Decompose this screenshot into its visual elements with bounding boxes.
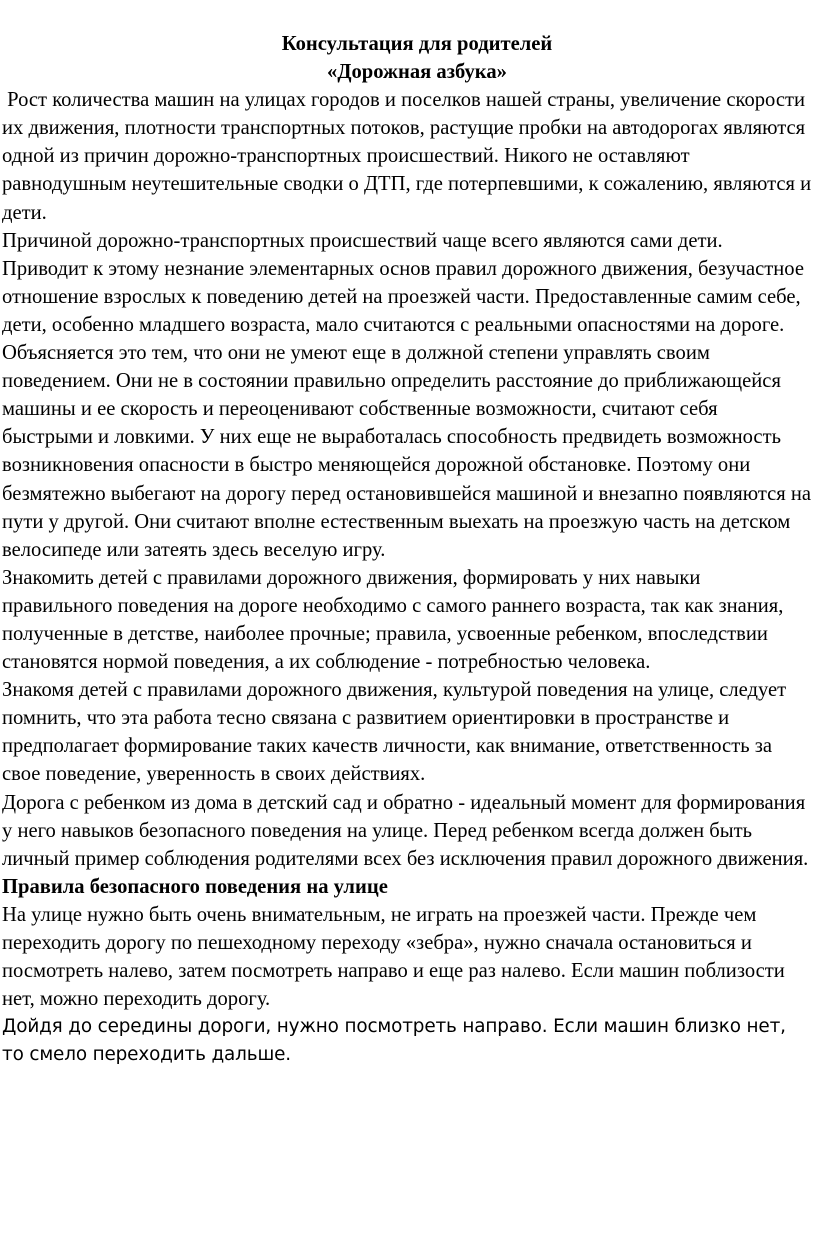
- rules-heading: Правила безопасного поведения на улице: [2, 875, 388, 898]
- paragraph-parent-example: Дорога с ребенком из дома в детский сад и обратно - идеальный момент для формирования у него навыков безопасного поведения на улице. Перед ребенком всегда должен быть личный пример соблюдения родителями всех без исключения правил дорожного движения.: [2, 791, 809, 870]
- document-title-line-1: Консультация для родителей: [281, 33, 553, 55]
- paragraph-rules-crossing: На улице нужно быть очень внимательным, не играть на проезжей части. Прежде чем переходить дорогу по пешеходному переходу «зебра», нужно сначала остановиться и посмотреть налево, затем посмотреть направо и еще раз налево. Если машин поблизости нет, можно переходить дорогу.: [2, 903, 785, 1011]
- paragraph-early-learning: Знакомить детей с правилами дорожного движения, формировать у них навыки правильного поведения на дороге необходимо с самого раннего возраста, так как знания, полученные в детстве, наиболее прочные; правила, усвоенные ребенком, впоследствии становятся нормой поведения, а их соблюдение - потребностью человека.: [2, 566, 784, 674]
- paragraph-rules-middle-of-road: Дойдя до середины дороги, нужно посмотреть направо. Если машин близко нет, то смело переходить дальше.: [2, 1016, 786, 1066]
- paragraph-intro: Рост количества машин на улицах городов и поселков нашей страны, увеличение скорости их движения, плотности транспортных потоков, растущие пробки на автодорогах являются одной из причин дорожно-транспортных происшествий. Никого не оставляют равнодушным неутешительные сводки о ДТП, где потерпевшими, к сожалению, являются и дети.: [2, 89, 816, 224]
- document-page: [0, 30, 816, 1069]
- document-title-line-2: «Дорожная азбука»: [327, 61, 507, 84]
- paragraph-causes: Причиной дорожно-транспортных происшествий чаще всего являются сами дети. Приводит к этому незнание элементарных основ правил дорожного движения, безучастное отношение взрослых к поведению детей на проезжей части. Предоставленные самим себе, дети, особенно младшего возраста, мало считаются с реальными опасностями на дороге. Объясняется это тем, что они не умеют еще в должной степени управлять своим поведением. Они не в состоянии правильно определить расстояние до приближающейся машины и ее скорость и переоценивают собственные возможности, считают себя быстрыми и ловкими. У них еще не выработалась способность предвидеть возможность возникновения опасности в быстро меняющейся дорожной обстановке. Поэтому они безмятежно выбегают на дорогу перед остановившейся машиной и внезапно появляются на пути у другой. Они считают вполне естественным выехать на проезжую часть на детском велосипеде или затеять здесь веселую игру.: [2, 229, 812, 561]
- paragraph-orientation: Знакомя детей с правилами дорожного движения, культурой поведения на улице, следует помнить, что эта работа тесно связана с развитием ориентировки в пространстве и предполагает формирование таких качеств личности, как внимание, ответственность за свое поведение, уверенность в своих действиях.: [2, 679, 787, 786]
